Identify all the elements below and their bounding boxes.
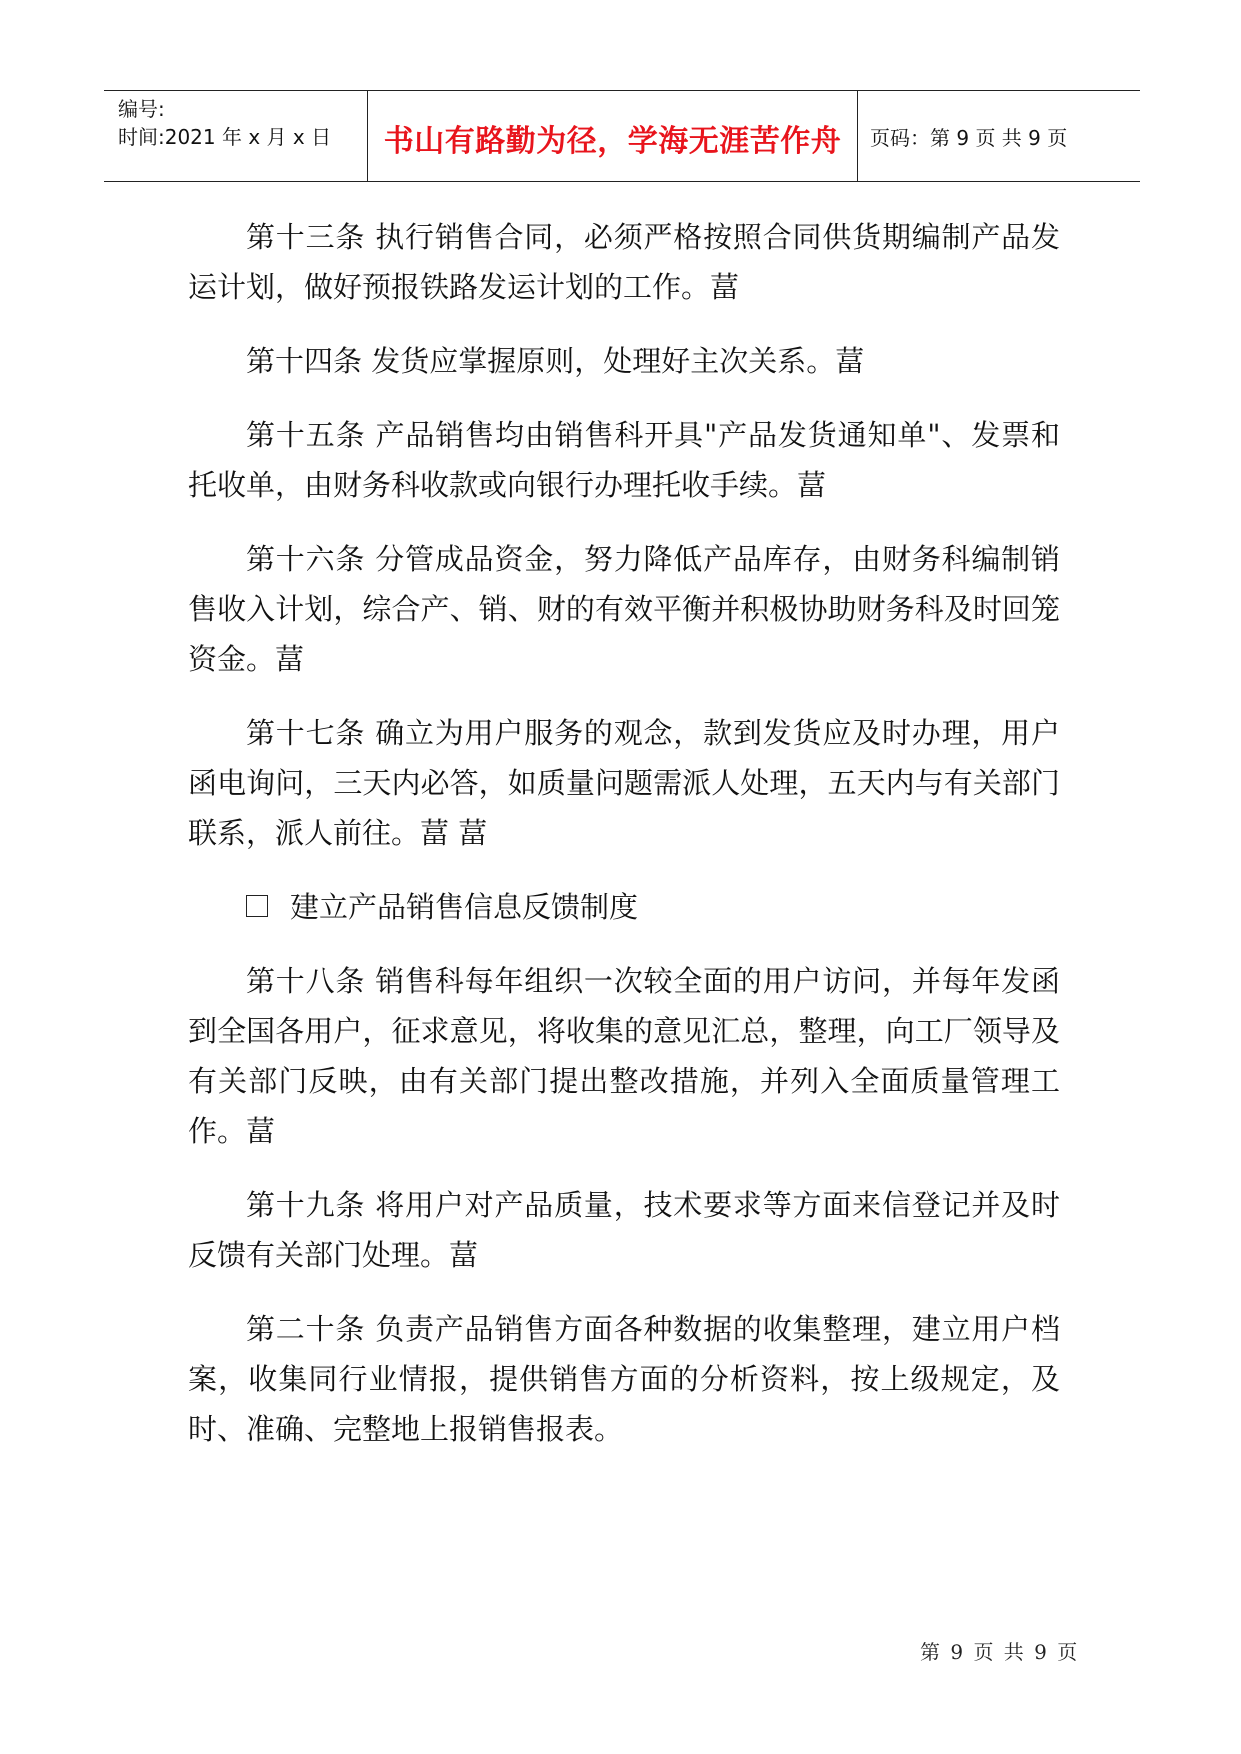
- article-20: 第二十条 负责产品销售方面各种数据的收集整理，建立用户档案，收集同行业情报，提供销售方面的分析资料，按上级规定，及时、准确、完整地上报销售报表。: [188, 1312, 1060, 1446]
- article-18: 第十八条 销售科每年组织一次较全面的用户访问，并每年发函到全国各用户，征求意见，将收集的意见汇总，整理，向工厂领导及有关部门反映，由有关部门提出整改措施，并列入全面质量管理工作。葍: [188, 964, 1060, 1148]
- header-meta-cell: [104, 91, 368, 181]
- page-footer: 第 9 页 共 9 页: [920, 1640, 1080, 1664]
- page-header: [104, 90, 1140, 182]
- article-15: 第十五条 产品销售均由销售科开具"产品发货通知单"、发票和托收单，由财务科收款或向银行办理托收手续。葍: [188, 418, 1060, 502]
- section-heading-text: 建立产品销售信息反馈制度: [290, 890, 639, 924]
- article-16: 第十六条 分管成品资金，努力降低产品库存，由财务科编制销售收入计划，综合产、销、财的有效平衡并积极协助财务科及时回笼资金。葍: [188, 542, 1060, 676]
- document-time-label: 时间:2021 年 x 月 x 日: [118, 125, 332, 149]
- document-number-label: 编号:: [118, 97, 165, 121]
- article-17: 第十七条 确立为用户服务的观念，款到发货应及时办理，用户函电询问，三天内必答，如质量问题需派人处理，五天内与有关部门联系，派人前往。葍 葍: [188, 716, 1060, 850]
- header-motto: 书山有路勤为径，学海无涯苦作舟: [383, 124, 842, 159]
- article-19: 第十九条 将用户对产品质量，技术要求等方面来信登记并及时反馈有关部门处理。葍: [188, 1188, 1060, 1272]
- article-14: 第十四条 发货应掌握原则，处理好主次关系。葍: [246, 344, 865, 378]
- header-page-label: 页码：第 9 页 共 9 页: [870, 125, 1068, 150]
- article-13: 第十三条 执行销售合同，必须严格按照合同供货期编制产品发运计划，做好预报铁路发运计划的工作。葍: [188, 220, 1060, 304]
- header-page-cell: [858, 91, 1140, 181]
- header-motto-cell: [368, 91, 858, 181]
- document-body: [188, 212, 1060, 1478]
- checkbox-icon: [246, 895, 268, 917]
- section-heading: [188, 882, 1060, 932]
